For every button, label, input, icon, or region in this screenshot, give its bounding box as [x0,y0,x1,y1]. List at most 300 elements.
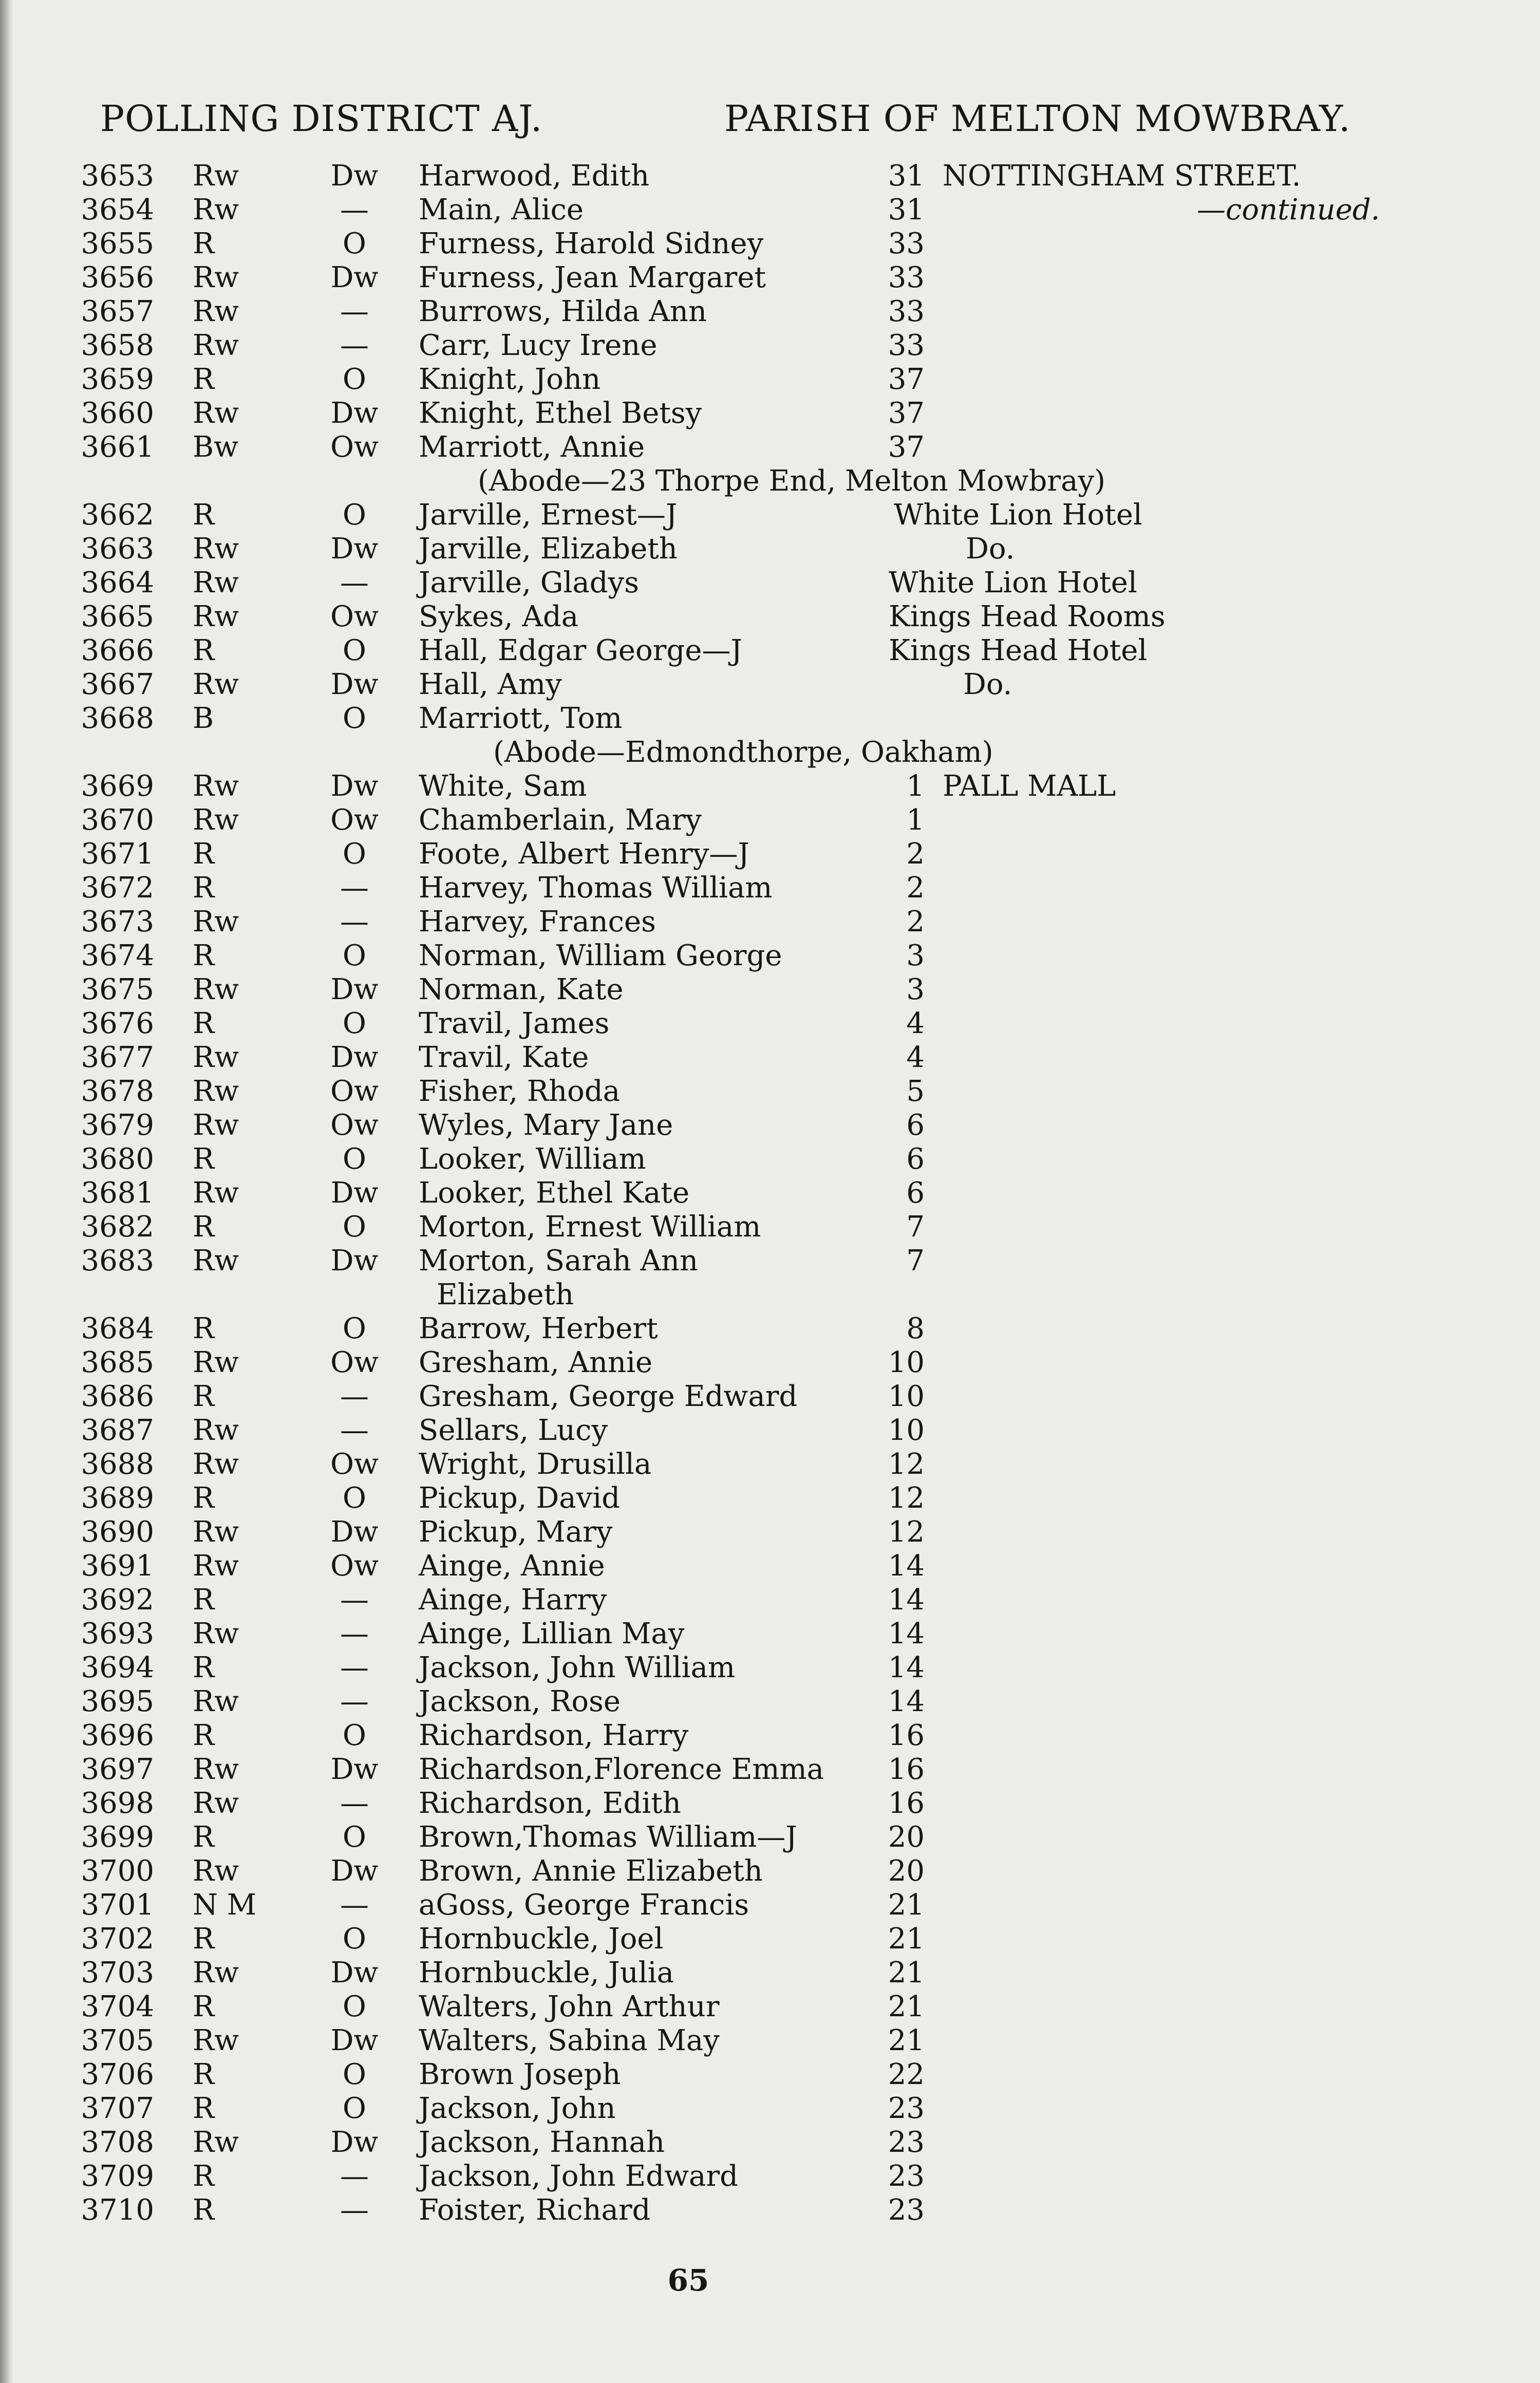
elector-number: 3671 [81,837,154,871]
house-number: 6 [906,1176,925,1210]
elector-number: 3675 [81,973,154,1006]
elector-number: 3661 [81,430,154,464]
house-number: 37 [888,430,925,464]
residence-mark: — [340,2193,369,2227]
elector-number: 3707 [81,2092,154,2125]
elector-name: Ainge, Annie [419,1549,605,1583]
register-entry [0,430,1540,464]
qualification-code: Rw [193,329,239,362]
elector-number: 3705 [81,2024,154,2057]
polling-district-heading: POLLING DISTRICT AJ. [100,98,543,140]
elector-number: 3701 [81,1888,154,1922]
house-number: 33 [888,261,925,294]
elector-number: 3682 [81,1210,154,1244]
elector-name: Hornbuckle, Joel [419,1922,664,1956]
residence-mark: Dw [330,1753,379,1786]
house-number: 31 [888,193,925,227]
qualification-code: Rw [193,261,239,294]
qualification-code: R [193,2092,215,2125]
qualification-code: R [193,1007,215,1040]
qualification-code: Rw [193,1075,239,1108]
elector-number: 3665 [81,600,154,633]
house-number: 21 [888,1956,925,1990]
elector-number: 3685 [81,1346,154,1379]
elector-name: Brown, Annie Elizabeth [419,1854,763,1888]
house-number: 12 [888,1481,925,1515]
qualification-code: Rw [193,905,239,939]
elector-number: 3670 [81,803,154,837]
elector-name: Carr, Lucy Irene [419,329,658,362]
qualification-code: Rw [193,1109,239,1142]
qualification-code: R [193,1821,215,1854]
residence-mark: — [340,1787,369,1820]
qualification-code: Rw [193,1787,239,1820]
qualification-code: Rw [193,1549,239,1583]
residence-mark: Dw [330,2024,379,2057]
elector-name: Richardson, Harry [419,1719,689,1752]
elector-number: 3662 [81,498,154,532]
register-entry [0,1651,1540,1685]
elector-number: 3680 [81,1142,154,1176]
register-entry [0,1821,1540,1854]
house-number: 7 [906,1244,925,1278]
abode-note [0,736,1540,770]
house-number: 2 [906,871,925,905]
residence-mark: Ow [330,1448,379,1481]
qualification-code: R [193,1312,215,1345]
house-number: 12 [888,1515,925,1549]
elector-name: Jackson, John William [419,1651,736,1684]
register-entry [0,1142,1540,1176]
residence-mark: — [340,566,369,599]
qualification-code: Rw [193,566,239,599]
elector-name: Ainge, Lillian May [419,1617,685,1650]
elector-number: 3672 [81,871,154,905]
elector-name: Looker, William [419,1142,646,1176]
qualification-code: R [193,1380,215,1413]
house-number: 33 [888,295,925,328]
register-entry [0,1346,1540,1380]
register-entry [0,329,1540,363]
register-entry [0,227,1540,261]
elector-number: 3653 [81,159,154,193]
register-entry [0,770,1540,803]
house-number: 2 [906,837,925,871]
register-entry [0,261,1540,295]
residence-mark: O [343,1990,366,2023]
qualification-code: R [193,871,215,905]
house-number: 12 [888,1448,925,1481]
register-entry [0,1007,1540,1041]
residence-mark: Dw [330,1176,379,1210]
elector-number: 3673 [81,905,154,939]
qualification-code: R [193,498,215,532]
residence-mark: — [340,193,369,227]
register-entry [0,1888,1540,1922]
elector-name: Hornbuckle, Julia [419,1956,674,1990]
register-entry [0,1854,1540,1888]
elector-number: 3700 [81,1854,154,1888]
qualification-code: Rw [193,159,239,193]
elector-name: Jarville, Ernest—J [419,498,678,532]
parish-heading: PARISH OF MELTON MOWBRAY. [724,98,1351,140]
residence-mark: Dw [330,397,379,430]
abode-note [0,464,1540,498]
elector-name: Pickup, Mary [419,1515,613,1549]
elector-number: 3708 [81,2126,154,2159]
elector-number: 3693 [81,1617,154,1650]
qualification-code: R [193,227,215,260]
elector-name: Jackson, John Edward [419,2160,739,2193]
elector-name: Travil, Kate [419,1041,589,1074]
elector-name: Pickup, David [419,1481,621,1515]
house-number: 33 [888,227,925,260]
qualification-code: R [193,2160,215,2193]
house-number: 8 [906,1312,925,1345]
name-continuation [0,1278,1540,1312]
house-number: 10 [888,1380,925,1413]
qualification-code: R [193,634,215,667]
register-entry [0,2160,1540,2193]
elector-number: 3669 [81,770,154,803]
house-number: 6 [906,1109,925,1142]
elector-number: 3710 [81,2193,154,2227]
elector-name: Marriott, Tom [419,702,623,735]
residence-mark: O [343,1210,366,1244]
elector-number: 3678 [81,1075,154,1108]
elector-name: Jackson, John [419,2092,616,2125]
elector-name: Foote, Albert Henry—J [419,837,749,871]
qualification-code: Rw [193,600,239,633]
house-number: 4 [906,1041,925,1074]
qualification-code: Rw [193,193,239,227]
house-number: 16 [888,1753,925,1786]
house-number: 21 [888,1922,925,1956]
ditto-mark: Do. [966,532,1015,566]
page-number: 65 [667,2263,709,2298]
elector-number: 3679 [81,1109,154,1142]
residence-mark: O [343,2092,366,2125]
register-entry [0,702,1540,736]
register-entry [0,1685,1540,1719]
residence-mark: Dw [330,1956,379,1990]
qualification-code: Rw [193,1346,239,1379]
house-number: 14 [888,1549,925,1583]
continuation-text: Elizabeth [437,1278,574,1311]
elector-name: Morton, Sarah Ann [419,1244,699,1278]
register-entry [0,634,1540,668]
elector-name: Harwood, Edith [419,159,650,193]
qualification-code: R [193,2193,215,2227]
register-entry [0,939,1540,973]
elector-name: Wyles, Mary Jane [419,1109,673,1142]
elector-number: 3703 [81,1956,154,1990]
elector-name: Morton, Ernest William [419,1210,761,1244]
residence-mark: Dw [330,532,379,566]
qualification-code: B [193,702,214,735]
register-entry [0,1041,1540,1075]
elector-number: 3699 [81,1821,154,1854]
elector-number: 3690 [81,1515,154,1549]
residence-mark: Dw [330,973,379,1006]
elector-name: Norman, William George [419,939,782,972]
register-entry [0,1990,1540,2024]
elector-name: Gresham, George Edward [419,1380,798,1413]
house-number: 21 [888,1888,925,1922]
elector-number: 3695 [81,1685,154,1718]
register-entry [0,1448,1540,1481]
elector-name: Fisher, Rhoda [419,1075,621,1108]
qualification-code: Rw [193,770,239,803]
elector-number: 3655 [81,227,154,260]
residence-mark: O [343,837,366,871]
residence-mark: — [340,1685,369,1718]
qualification-code: Rw [193,397,239,430]
elector-name: Main, Alice [419,193,584,227]
register-entry [0,1515,1540,1549]
street-name: NOTTINGHAM STREET. [943,159,1301,193]
elector-name: Furness, Jean Margaret [419,261,766,294]
elector-number: 3664 [81,566,154,599]
residence-mark: Ow [330,1549,379,1583]
qualification-code: Rw [193,1854,239,1888]
house-number: 22 [888,2058,925,2091]
qualification-code: R [193,837,215,871]
elector-name: Brown,Thomas William—J [419,1821,797,1854]
register-entry [0,397,1540,430]
elector-number: 3683 [81,1244,154,1278]
qualification-code: Rw [193,532,239,566]
elector-name: Knight, John [419,363,601,396]
residence-mark: Dw [330,159,379,193]
qualification-code: R [193,1719,215,1752]
house-number: 21 [888,1990,925,2023]
qualification-code: R [193,1922,215,1956]
qualification-code: R [193,1481,215,1515]
house-number: 16 [888,1787,925,1820]
house-number: 3 [906,939,925,972]
elector-number: 3666 [81,634,154,667]
qualification-code: R [193,1990,215,2023]
elector-name: Hall, Edgar George—J [419,634,742,667]
residence-mark: O [343,227,366,260]
qualification-code: R [193,1142,215,1176]
house-number: 14 [888,1617,925,1650]
qualification-code: R [193,1651,215,1684]
elector-name: Walters, John Arthur [419,1990,720,2023]
address-name: Kings Head Rooms [889,600,1166,633]
residence-mark: — [340,1617,369,1650]
elector-name: Looker, Ethel Kate [419,1176,690,1210]
register-entry [0,837,1540,871]
house-number: 37 [888,397,925,430]
residence-mark: Dw [330,1854,379,1888]
residence-mark: Ow [330,1109,379,1142]
residence-mark: O [343,1821,366,1854]
register-entry [0,1481,1540,1515]
qualification-code: Bw [193,430,239,464]
qualification-code: Rw [193,2126,239,2159]
elector-number: 3686 [81,1380,154,1413]
house-number: 31 [888,159,925,193]
register-entry [0,363,1540,397]
residence-mark: O [343,1312,366,1345]
residence-mark: O [343,363,366,396]
qualification-code: Rw [193,1685,239,1718]
elector-number: 3691 [81,1549,154,1583]
elector-number: 3694 [81,1651,154,1684]
house-number: 14 [888,1651,925,1684]
residence-mark: Ow [330,430,379,464]
elector-name: Walters, Sabina May [419,2024,720,2057]
qualification-code: Rw [193,1515,239,1549]
elector-name: Harvey, Thomas William [419,871,773,905]
residence-mark: Dw [330,261,379,294]
address-name: Kings Head Hotel [889,634,1148,667]
qualification-code: Rw [193,803,239,837]
register-entry [0,1956,1540,1990]
elector-name: Barrow, Herbert [419,1312,658,1345]
register-entry [0,1617,1540,1651]
house-number: 33 [888,329,925,362]
register-entry [0,1244,1540,1278]
register-entry [0,1583,1540,1617]
register-entry [0,566,1540,600]
residence-mark: Ow [330,600,379,633]
register-entry [0,1075,1540,1109]
qualification-code: Rw [193,1244,239,1278]
elector-name: Richardson, Edith [419,1787,681,1820]
elector-name: Harvey, Frances [419,905,656,939]
residence-mark: Dw [330,1515,379,1549]
abode-text: (Abode—23 Thorpe End, Melton Mowbray) [478,464,1105,498]
qualification-code: Rw [193,2024,239,2057]
residence-mark: Ow [330,803,379,837]
house-number: 14 [888,1685,925,1718]
address-name: White Lion Hotel [894,498,1142,532]
qualification-code: N M [193,1888,257,1922]
abode-text: (Abode—Edmondthorpe, Oakham) [493,736,993,769]
elector-number: 3697 [81,1753,154,1786]
register-entry [0,1109,1540,1142]
house-number: 10 [888,1414,925,1447]
elector-name: Sykes, Ada [419,600,579,633]
residence-mark: — [340,1380,369,1413]
register-entry [0,532,1540,566]
residence-mark: O [343,702,366,735]
elector-name: Furness, Harold Sidney [419,227,764,260]
elector-number: 3674 [81,939,154,972]
register-entry [0,295,1540,329]
residence-mark: Dw [330,668,379,701]
continued-note: —continued. [1197,193,1380,227]
register-entry [0,1210,1540,1244]
street-name: PALL MALL [943,770,1116,803]
house-number: 37 [888,363,925,396]
elector-name: Chamberlain, Mary [419,803,702,837]
house-number: 14 [888,1583,925,1617]
elector-number: 3702 [81,1922,154,1956]
register-entry [0,905,1540,939]
elector-name: Jackson, Rose [419,1685,621,1718]
qualification-code: R [193,1210,215,1244]
elector-name: White, Sam [419,770,587,803]
qualification-code: Rw [193,295,239,328]
register-entry [0,193,1540,227]
house-number: 1 [906,803,925,837]
elector-number: 3658 [81,329,154,362]
house-number: 1 [906,770,925,803]
residence-mark: Ow [330,1075,379,1108]
elector-number: 3689 [81,1481,154,1515]
elector-number: 3667 [81,668,154,701]
elector-number: 3677 [81,1041,154,1074]
qualification-code: Rw [193,668,239,701]
elector-number: 3656 [81,261,154,294]
register-entry [0,1922,1540,1956]
house-number: 23 [888,2160,925,2193]
register-entry [0,1753,1540,1787]
register-entry [0,1312,1540,1346]
elector-number: 3657 [81,295,154,328]
residence-mark: — [340,329,369,362]
house-number: 23 [888,2193,925,2227]
register-entry [0,2058,1540,2092]
elector-number: 3709 [81,2160,154,2193]
house-number: 2 [906,905,925,939]
elector-name: Sellars, Lucy [419,1414,608,1447]
qualification-code: Rw [193,1176,239,1210]
residence-mark: Dw [330,2126,379,2159]
elector-number: 3681 [81,1176,154,1210]
qualification-code: Rw [193,973,239,1006]
register-entry [0,159,1540,193]
qualification-code: R [193,363,215,396]
register-entry [0,2126,1540,2160]
residence-mark: Dw [330,1041,379,1074]
elector-number: 3663 [81,532,154,566]
residence-mark: — [340,905,369,939]
qualification-code: Rw [193,1448,239,1481]
residence-mark: O [343,1481,366,1515]
qualification-code: Rw [193,1956,239,1990]
elector-number: 3698 [81,1787,154,1820]
register-entry [0,1414,1540,1448]
elector-number: 3687 [81,1414,154,1447]
residence-mark: O [343,498,366,532]
register-entry [0,668,1540,702]
house-number: 7 [906,1210,925,1244]
elector-number: 3704 [81,1990,154,2023]
residence-mark: O [343,939,366,972]
elector-name: Wright, Drusilla [419,1448,652,1481]
elector-name: Knight, Ethel Betsy [419,397,702,430]
elector-number: 3654 [81,193,154,227]
ditto-mark: Do. [963,668,1012,701]
electoral-register-list [0,159,1540,2227]
elector-number: 3696 [81,1719,154,1752]
elector-number: 3684 [81,1312,154,1345]
elector-number: 3688 [81,1448,154,1481]
house-number: 23 [888,2092,925,2125]
register-entry [0,2024,1540,2058]
elector-name: Gresham, Annie [419,1346,653,1379]
house-number: 20 [888,1854,925,1888]
elector-number: 3692 [81,1583,154,1617]
elector-number: 3659 [81,363,154,396]
residence-mark: Ow [330,1346,379,1379]
register-entry [0,871,1540,905]
